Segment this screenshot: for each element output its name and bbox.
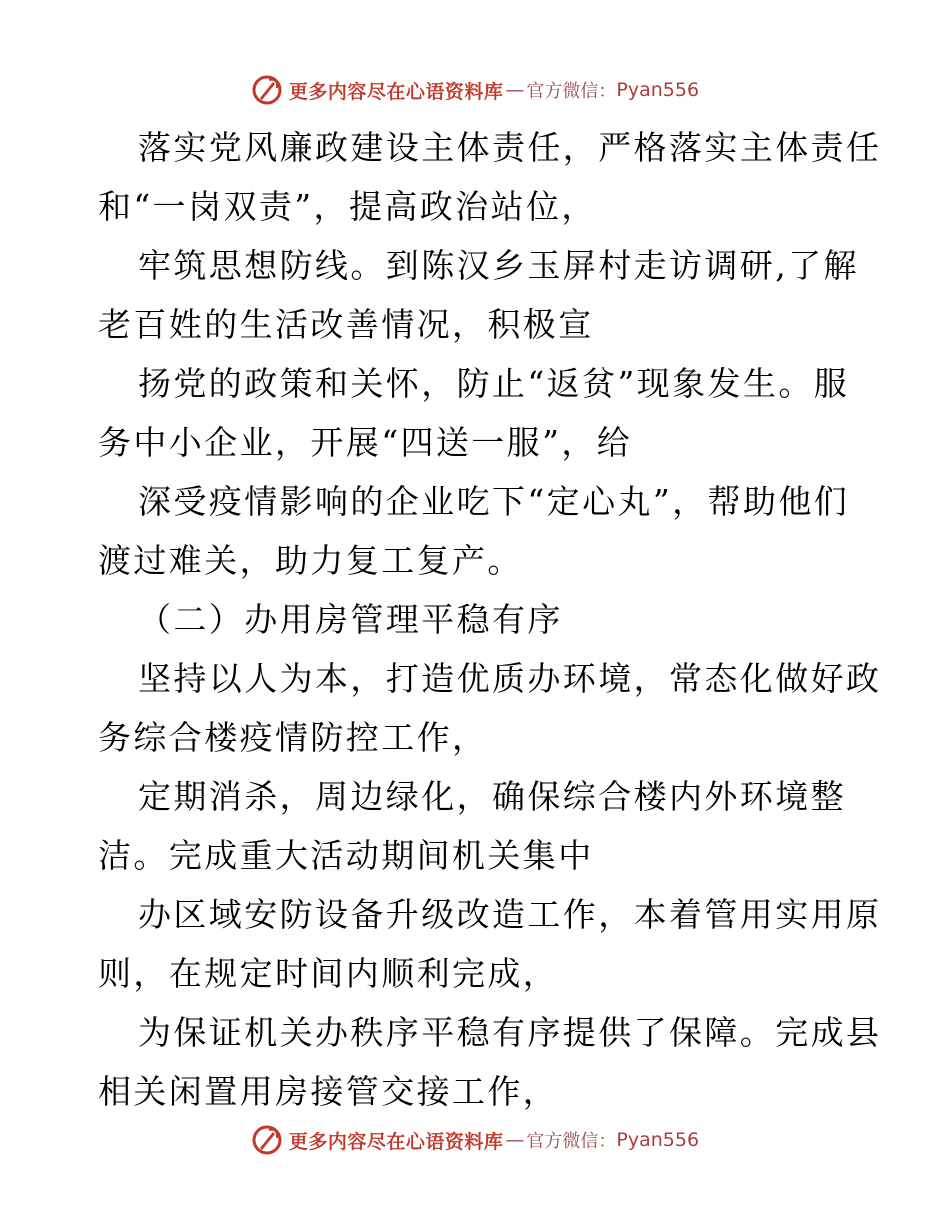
- watermark-text: 更多内容尽在心语资料库: [288, 1130, 504, 1153]
- watermark-dash: —: [505, 1129, 525, 1151]
- paragraph-line: 洁。完成重大活动期间机关集中: [98, 836, 594, 875]
- paragraph-line: 务综合楼疫情防控工作，: [98, 718, 488, 757]
- watermark-footer: [0, 1120, 950, 1160]
- watermark-dash: —: [505, 79, 525, 101]
- paragraph-line: 坚持以人为本，打造优质办环境，常态化做好政: [138, 659, 882, 698]
- watermark-wechat-id: Pyan556: [616, 79, 700, 101]
- paragraph-line: 渡过难关，助力复工复产。: [98, 541, 523, 580]
- watermark-wechat-id: Pyan556: [616, 1129, 700, 1151]
- paragraph-line: 老百姓的生活改善情况，积极宣: [98, 305, 594, 344]
- watermark-wechat-label: 官方微信：: [526, 1131, 617, 1152]
- paragraph-line: 牢筑思想防线。到陈汉乡玉屏村走访调研,了解: [138, 246, 859, 285]
- paragraph-line: 相关闲置用房接管交接工作，: [98, 1072, 559, 1111]
- quill-logo-icon: [251, 74, 283, 106]
- paragraph-line: 为保证机关办秩序平稳有序提供了保障。完成县: [138, 1013, 882, 1052]
- watermark-header: [0, 70, 950, 110]
- paragraph-line: 扬党的政策和关怀，防止“返贫”现象发生。服: [138, 364, 850, 403]
- document-body: [0, 118, 950, 1121]
- paragraph-line: 和“一岗双责”，提高政治站位，: [98, 187, 597, 226]
- section-heading: （二）办用房管理平稳有序: [138, 600, 563, 639]
- paragraph-line: 深受疫情影响的企业吃下“定心丸”，帮助他们: [138, 482, 850, 521]
- quill-logo-icon: [251, 1124, 283, 1156]
- paragraph-line: 定期消杀，周边绿化，确保综合楼内外环境整: [138, 777, 846, 816]
- paragraph-line: 办区域安防设备升级改造工作，本着管用实用原: [138, 895, 882, 934]
- watermark-text: 更多内容尽在心语资料库: [288, 80, 504, 103]
- paragraph-line: 落实党风廉政建设主体责任，严格落实主体责任: [138, 128, 882, 167]
- paragraph-line: 务中小企业，开展“四送一服”，给: [98, 423, 633, 462]
- paragraph-line: 则，在规定时间内顺利完成，: [98, 954, 559, 993]
- watermark-wechat-label: 官方微信：: [526, 81, 617, 102]
